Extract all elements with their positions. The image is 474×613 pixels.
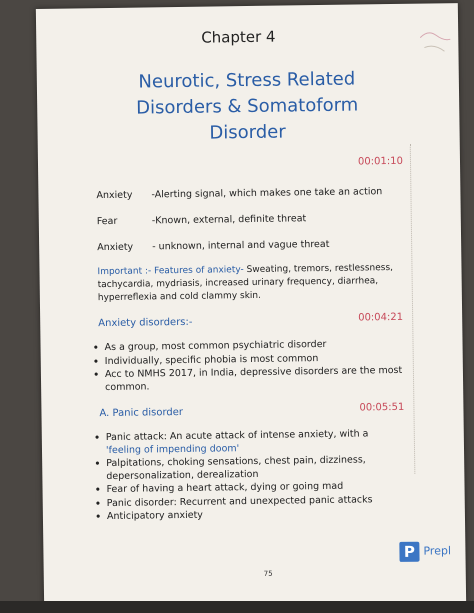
corner-doodle-icon	[414, 25, 455, 66]
definition-row-1	[96, 186, 382, 201]
important-label: Important :- Features of anxiety-	[97, 265, 244, 278]
title-line-2: Disorders & Somatoform	[136, 94, 359, 119]
timestamp-3: 00:05:51	[359, 401, 405, 414]
definition-term: Anxiety	[96, 189, 133, 202]
prepladder-logo-icon: P	[399, 542, 419, 562]
title-line-3: Disorder	[209, 121, 286, 144]
definition-term: Anxiety	[97, 241, 134, 254]
list-item: • Anticipatory anxiety	[95, 507, 415, 524]
chapter-label: Chapter 4	[201, 27, 276, 47]
list-item: • Palpitations, choking sensations, chest pain, dizziness, depersonalization, derealization	[94, 454, 414, 483]
table-surface	[0, 601, 474, 613]
list-item: • Panic disorder: Recurrent and unexpected panic attacks	[95, 493, 415, 510]
title-line-1: Neurotic, Stress Related	[138, 68, 356, 93]
important-note	[97, 262, 418, 305]
panic-bullet-list	[94, 428, 415, 525]
list-item: • Acc to NMHS 2017, in India, depressive disorders are the most common.	[93, 365, 413, 394]
timestamp-2: 00:04:21	[358, 311, 404, 324]
panic-attack-text: Panic attack: An acute attack of intense anxiety, with a	[105, 428, 369, 444]
anxiety-bullet-list	[92, 338, 413, 395]
section-heading-panic: A. Panic disorder	[99, 406, 184, 420]
list-item: • Individually, specific phobia is most common	[93, 351, 413, 368]
important-text: Sweating, tremors, restlessness, tachycardia, mydriasis, increased urinary frequency, diarrhea, hyperreflexia and cold clammy skin.	[97, 263, 394, 304]
margin-divider	[410, 144, 416, 474]
section-heading-anxiety: Anxiety disorders:-	[98, 316, 193, 330]
list-item: • As a group, most common psychiatric disorder	[92, 338, 412, 355]
notebook-page	[36, 3, 466, 609]
logo-text: Prepl	[423, 544, 452, 558]
list-item: • Fear of having a heart attack, dying or going mad	[94, 480, 414, 497]
definition-row-3	[97, 239, 329, 253]
definition-row-2	[97, 213, 307, 227]
list-item	[94, 428, 414, 457]
chapter-title	[97, 66, 398, 148]
definition-text: - unknown, internal and vague threat	[152, 238, 330, 253]
definition-text: -Known, external, definite threat	[151, 213, 307, 227]
definition-term: Fear	[96, 215, 118, 228]
page-number: 75	[263, 569, 273, 578]
definition-text: -Alerting signal, which makes one take an action	[151, 186, 383, 201]
impending-doom-text: 'feeling of impending doom'	[105, 442, 240, 456]
timestamp-1: 00:01:10	[357, 155, 403, 168]
